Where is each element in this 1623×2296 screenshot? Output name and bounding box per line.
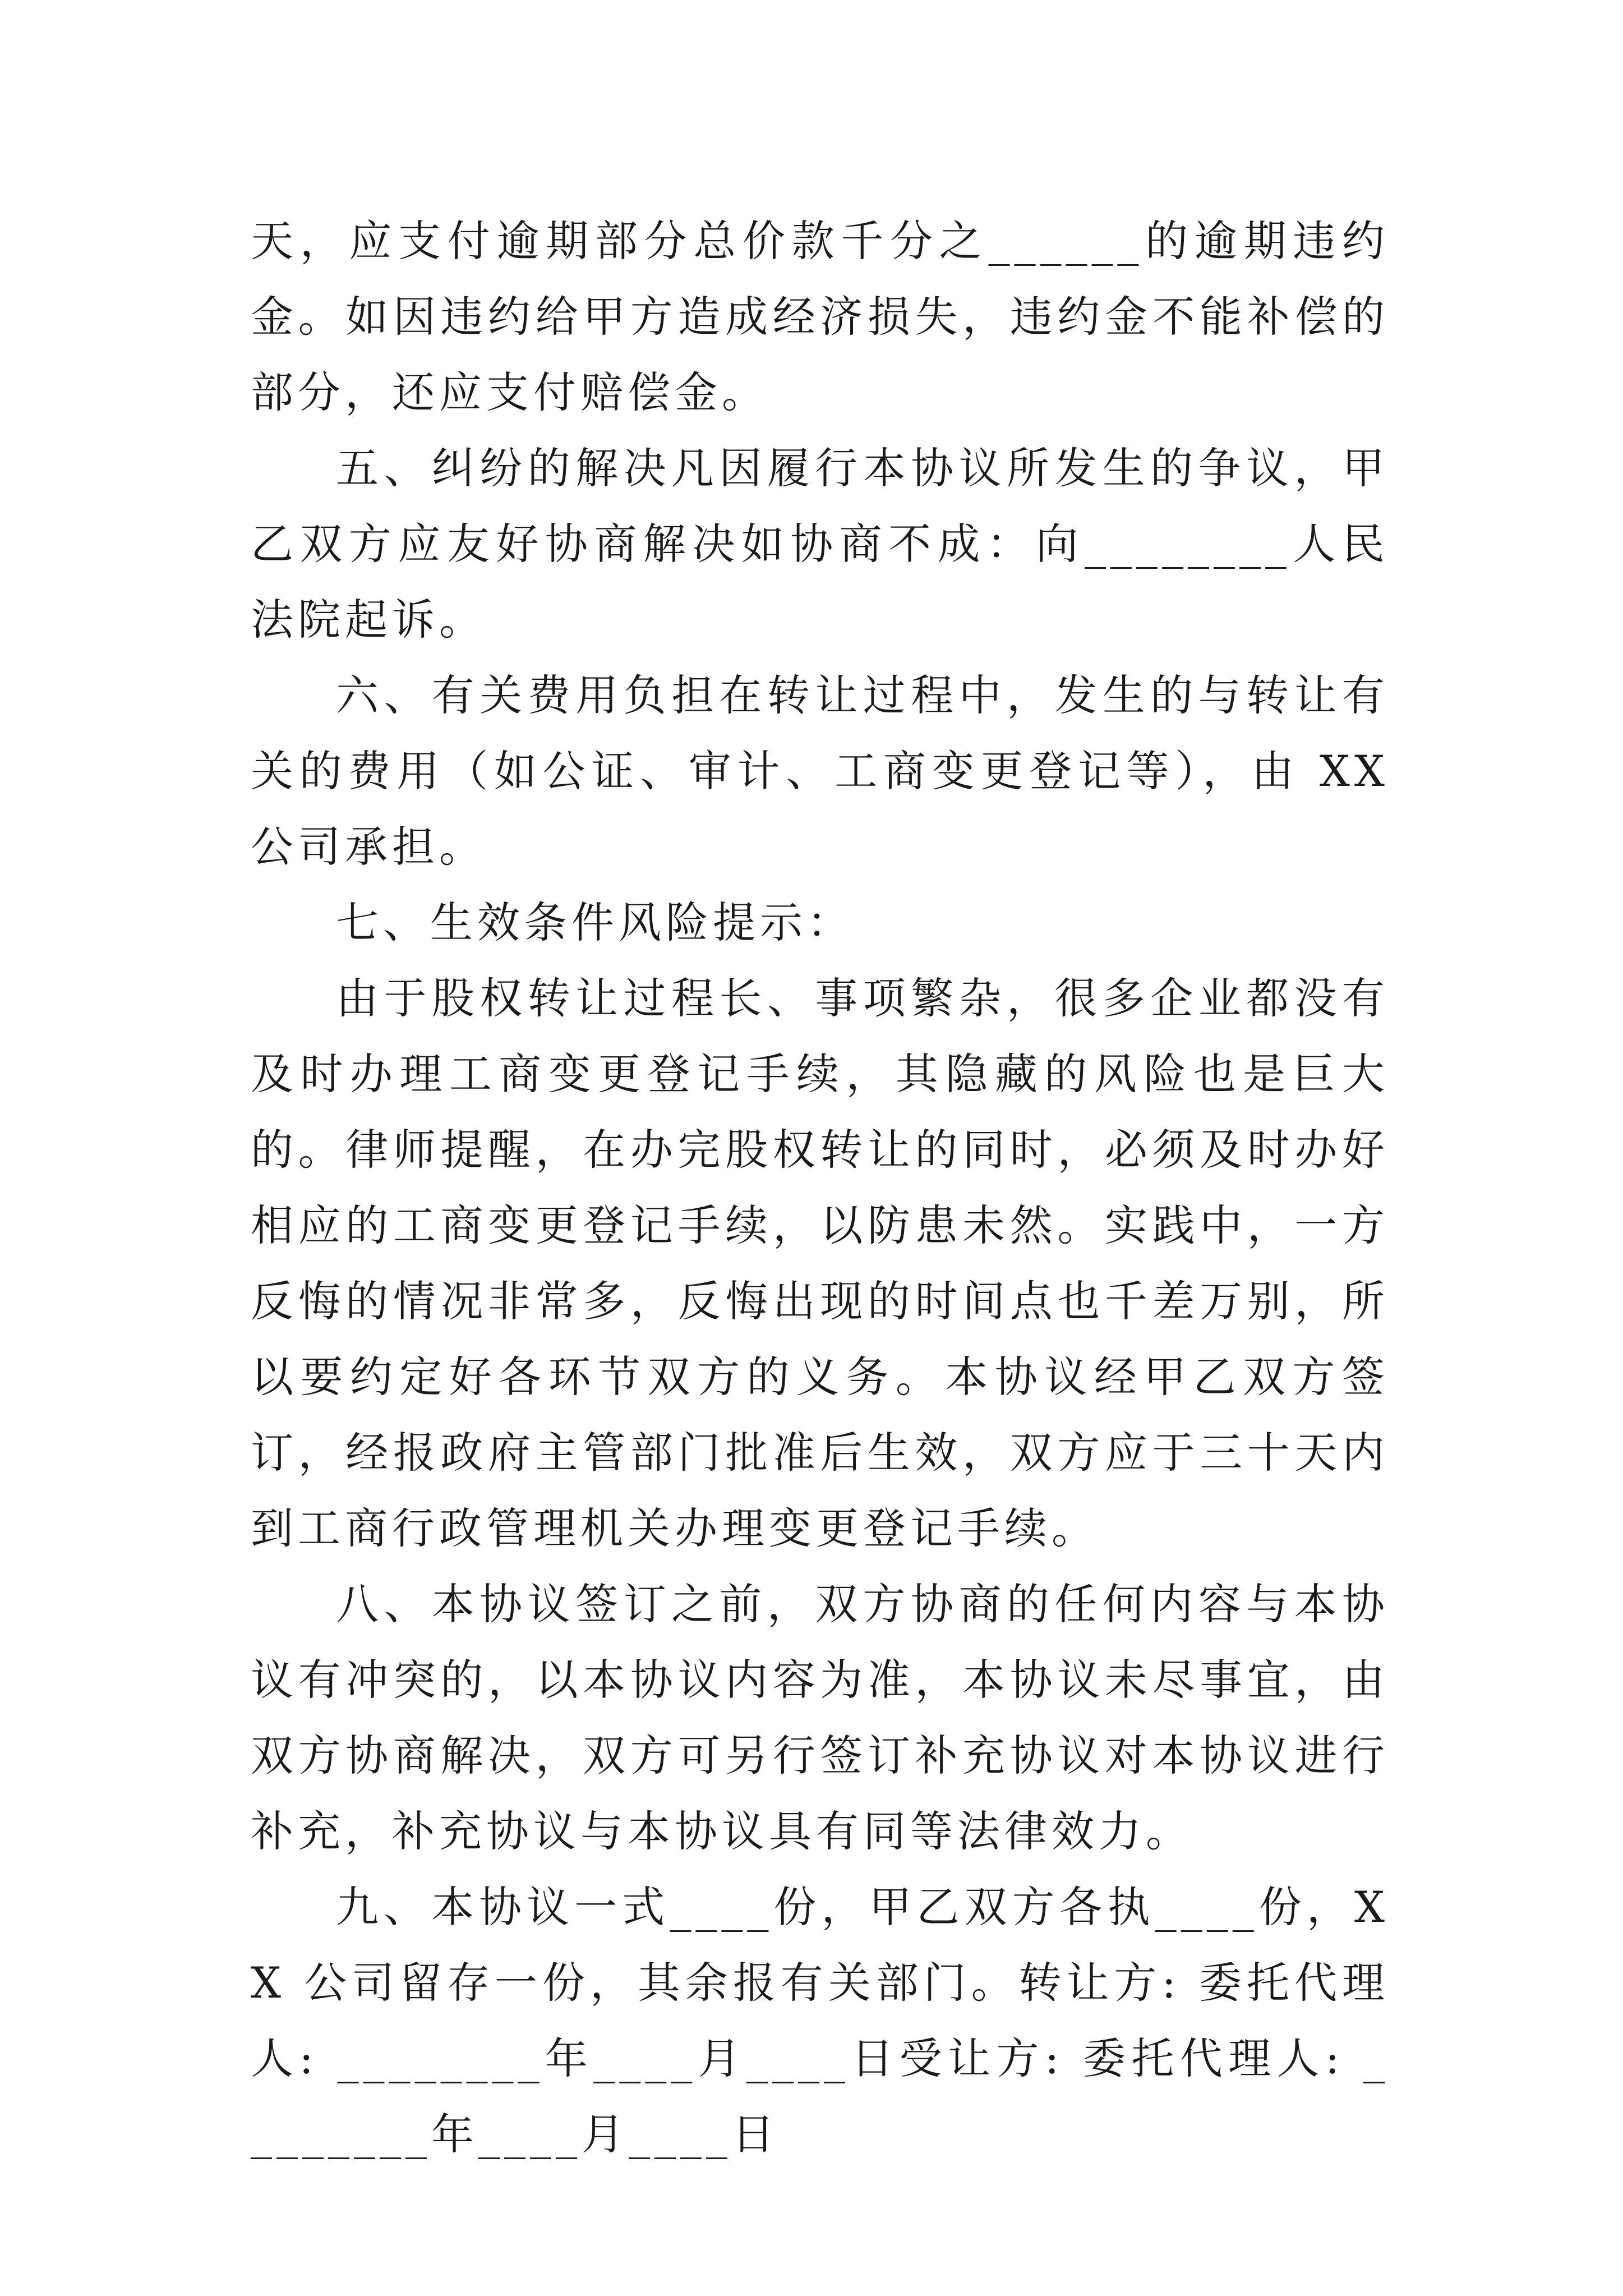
paragraph-fees: 六、有关费用负担在转让过程中，发生的与转让有关的费用（如公证、审计、工商变更登记等），由 XX 公司承担。 [251, 670, 1408, 872]
paragraph-effective-conditions-heading: 七、生效条件风险提示： [336, 898, 854, 947]
paragraph-copies-signatures: 九、本协议一式____份，甲乙双方各执____份，XX 公司留存一份，其余报有关部门。转让方: 委托代理人: ________年____月____日受让方: 委托代理人: ________年____月____日 [251, 1882, 1389, 2159]
paragraph-penalty: 天，应支付逾期部分总价款千分之______的逾期违约金。如因违约给甲方造成经济损失，违约金不能补偿的部分，还应支付赔偿金。 [251, 216, 1389, 417]
paragraph-risk-notice: 由于股权转让过程长、事项繁杂，很多企业都没有及时办理工商变更登记手续，其隐藏的风险也是巨大的。律师提醒，在办完股权转让的同时，必须及时办好相应的工商变更登记手续，以防患未然。实践中，一方反悔的情况非常多，反悔出现的时间点也千差万别，所以要约定好各环节双方的义务。本协议经甲乙双方签订，经报政府主管部门批准后生效，双方应于三十天内到工商行政管理机关办理变更登记手续。 [251, 973, 1389, 1553]
paragraph-dispute-resolution: 五、纠纷的解决凡因履行本协议所发生的争议，甲乙双方应友好协商解决如协商不成：向________人民法院起诉。 [251, 443, 1389, 645]
paragraph-conflict-clause: 八、本协议签订之前，双方协商的任何内容与本协议有冲突的，以本协议内容为准，本协议未尽事宜，由双方协商解决，双方可另行签订补充协议对本协议进行补充，补充协议与本协议具有同等法律效力。 [251, 1579, 1389, 1856]
document-body [251, 203, 1408, 2172]
